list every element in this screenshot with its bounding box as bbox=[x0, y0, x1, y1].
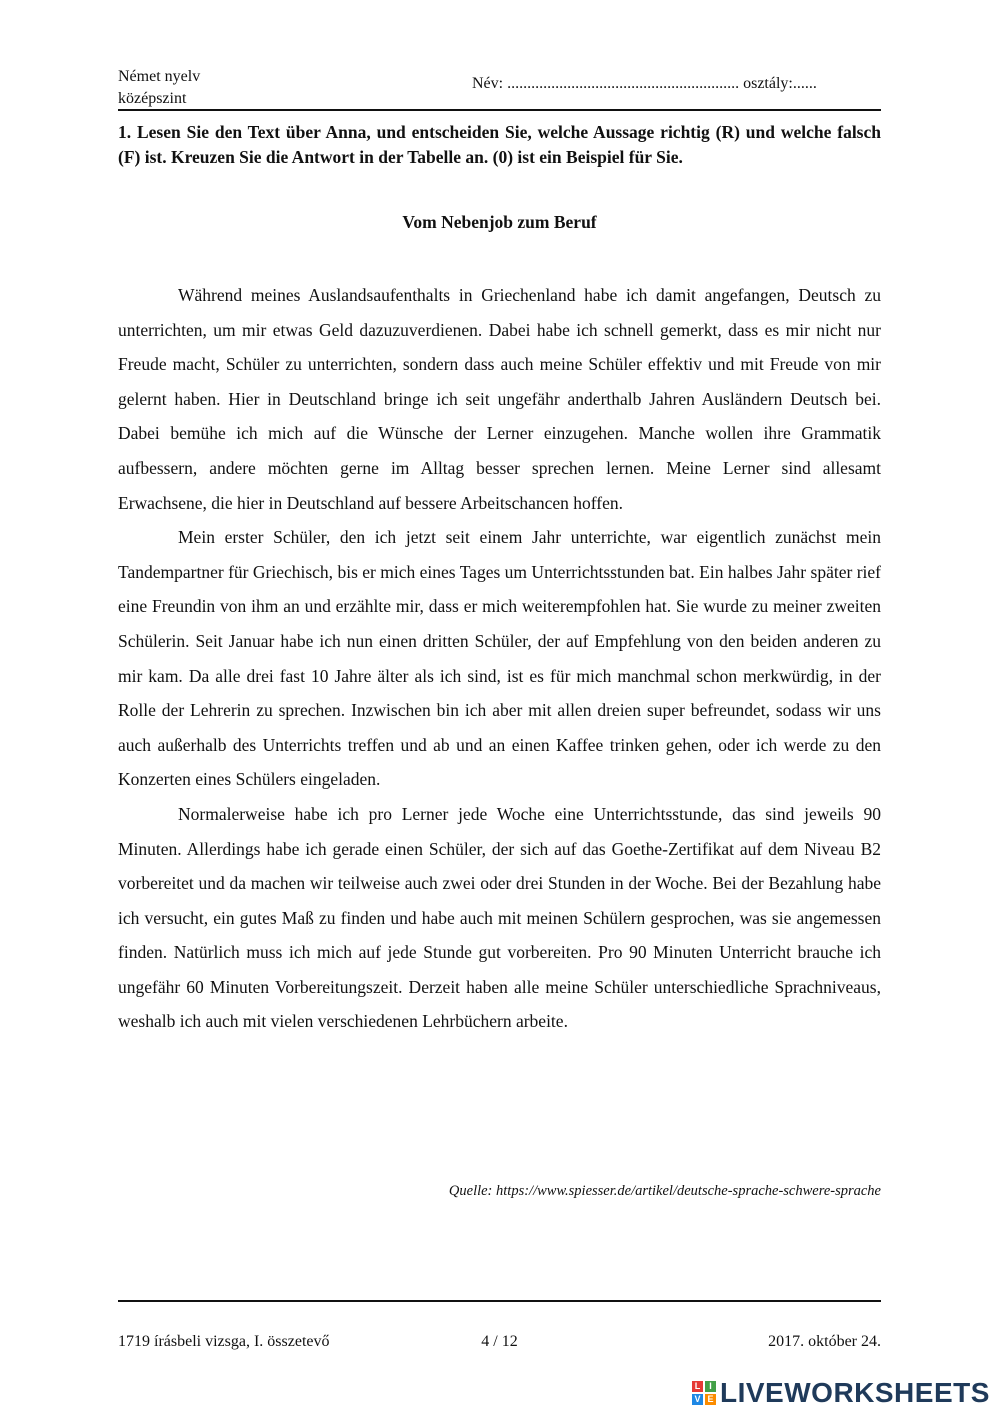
name-class-field: Név: .......................................................... osztály:...... bbox=[472, 75, 817, 92]
logo-mark-cell: E bbox=[705, 1394, 716, 1405]
article-title: Vom Nebenjob zum Beruf bbox=[402, 212, 597, 232]
exam-date: 2017. október 24. bbox=[768, 1333, 881, 1350]
logo-text: LIVEWORKSHEETS bbox=[720, 1377, 990, 1408]
liveworksheets-logo[interactable] bbox=[692, 1378, 990, 1408]
article-body bbox=[118, 278, 881, 1039]
subject-line-2: középszint bbox=[118, 90, 187, 107]
logo-mark-icon bbox=[692, 1381, 716, 1405]
footer-divider bbox=[118, 1300, 881, 1302]
source-citation: Quelle: https://www.spiesser.de/artikel/deutsche-sprache-schwere-sprache bbox=[448, 1183, 881, 1199]
logo-mark-cell: V bbox=[692, 1394, 703, 1405]
header-subject bbox=[118, 66, 200, 110]
logo-mark-cell: I bbox=[705, 1381, 716, 1392]
task-instruction: 1. Lesen Sie den Text über Anna, und entscheiden Sie, welche Aussage richtig (R) und welche falsch (F) ist. Kreuzen Sie die Antwort in der Tabelle an. (0) ist ein Beispiel für Sie. bbox=[118, 122, 881, 167]
logo-mark-cell: L bbox=[692, 1381, 703, 1392]
paragraph-1: Während meines Auslandsaufenthalts in Griechenland habe ich damit angefangen, Deutsch zu unterrichten, um mir etwas Geld dazuzuverdienen. Dabei habe ich schnell gemerkt, dass es mir nicht nur Freude macht, Schüler zu unterrichten, sondern dass auch meine Schüler effektiv und mit Freude von mir gelernt haben. Hier in Deutschland bringe ich seit ungefähr anderthalb Jahren Ausländern Deutsch bei. Dabei bemühe ich mich auf die Wünsche der Lerner einzugehen. Manche wollen ihre Grammatik aufbessern, andere möchten gerne im Alltag besser sprechen lernen. Meine Lerner sind allesamt Erwachsene, die hier in Deutschland auf bessere Arbeitschancen hoffen. bbox=[118, 285, 881, 513]
exam-code: 1719 írásbeli vizsga, I. összetevő bbox=[118, 1333, 330, 1350]
page-number: 4 / 12 bbox=[481, 1333, 518, 1350]
subject-line-1: Német nyelv bbox=[118, 68, 201, 85]
paragraph-2: Mein erster Schüler, den ich jetzt seit einem Jahr unterrichte, war eigentlich zunächst mein Tandempartner für Griechisch, bis er mich eines Tages um Unterrichtsstunden bat. Ein halbes Jahr später rief eine Freundin von ihm an und erzählte mir, dass er mich weiterempfohlen hat. Sie wurde zu meiner zweiten Schülerin. Seit Januar habe ich nun einen dritten Schüler, der auf Empfehlung von den beiden anderen zu mir kam. Da alle drei fast 10 Jahre älter als ich sind, ist es für mich manchmal schon merkwürdig, in der Rolle der Lehrerin zu sprechen. Inzwischen bin ich aber mit allen dreien super befreundet, sodass wir uns auch außerhalb des Unterrichts treffen und ab und an einen Kaffee trinken gehen, oder ich werde zu den Konzerten eines Schülers eingeladen. bbox=[118, 527, 881, 790]
header-divider bbox=[118, 109, 881, 111]
paragraph-3: Normalerweise habe ich pro Lerner jede Woche eine Unterrichtsstunde, das sind jeweils 90 Minuten. Allerdings habe ich gerade einen Schüler, der sich auf das Goethe-Zertifikat auf dem Niveau B2 vorbereitet und da machen wir teilweise auch zwei oder drei Stunden in der Woche. Bei der Bezahlung habe ich versucht, ein gutes Maß zu finden und habe auch mit meinen Schülern gesprochen, was sie angemessen finden. Natürlich muss ich mich auf jede Stunde gut vorbereiten. Pro 90 Minuten Unterricht brauche ich ungefähr 60 Minuten Vorbereitungszeit. Derzeit haben alle meine Schüler unterschiedliche Sprachniveaus, weshalb ich auch mit vielen verschiedenen Lehrbüchern arbeite. bbox=[118, 803, 881, 1032]
